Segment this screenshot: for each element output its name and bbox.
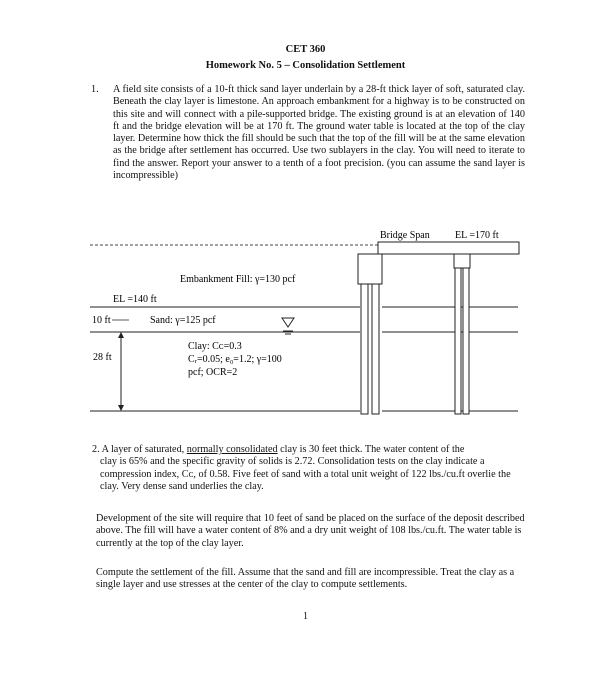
homework-title: Homework No. 5 – Consolidation Settlement [205,60,406,71]
pier-pile-right [463,268,469,414]
clay-dimension-arrow [118,332,124,411]
sand-label: Sand: γ=125 pcf [150,315,216,326]
pier-cap [454,254,470,268]
clay-thickness-label: 28 ft [93,352,112,363]
problem-1-number: 1. [91,84,99,95]
course-title: CET 360 [285,44,326,55]
clay-label-1: Clay: Cᴄ=0.3 [188,341,242,352]
bridge-elevation-label: EL =170 ft [455,230,499,241]
bridge-span-label: Bridge Span [380,230,430,241]
bridge-deck [378,242,519,254]
embankment-label: Embankment Fill: γ=130 pcf [180,274,296,285]
ground-elevation-label: EL =140 ft [113,294,157,305]
abutment-pile-left [361,284,368,414]
pier-pile-left [455,268,461,414]
problem-2-paragraph-2: Development of the site will require that 10 feet of sand be placed on the surface of the deposit described above. The fill will have a water content of 8% and a dry unit weight of 108 lbs./cu.ft. The water table is currently at the top of the clay layer. [96,513,525,549]
page-number: 1 [303,611,308,622]
abutment-cap [358,254,382,284]
problem-2-text: 2. A layer of saturated, normally consolidated clay is 30 feet thick. The water content of the clay is 65% and the specific gravity of solids is 2.72. Consolidation tests on the clay indicate a compression index, Cᴄ, of 0.58. Five feet of sand with a total unit weight of 122 lbs./cu.ft overlie the clay. Very dense sand underlies the clay. [92,444,511,492]
clay-label-2: Cᵣ=0.05; e₀=1.2; γ=100 [188,354,282,365]
problem-2-paragraph-3: Compute the settlement of the fill. Assume that the sand and fill are incompressible. Treat the clay as a single layer and use stresses at the center of the clay to compute settlements. [96,567,515,591]
sand-thickness-label: 10 ft [92,315,111,326]
clay-label-3: pcf; OCR=2 [188,367,238,378]
problem-1-text: A field site consists of a 10-ft thick sand layer underlain by a 28-ft thick layer of soft, saturated clay. Beneath the clay layer is limestone. An approach embankment for a highway is to be constructed on this site and will connect with a pile-supported bridge. The existing ground is at an elevation of 140 ft and the bridge elevation will be at 170 ft. The ground water table is located at the top of the clay layer. Determine how thick the fill should be such that the top of the fill will be at the same elevation as the bridge after settlement has occurred. Use two sublayers in the clay. You will need to iterate to find the answer. Report your answer to a tenth of a foot precision. (you can assume the sand layer is incompressible) [113,84,525,182]
abutment-pile-right [372,284,379,414]
normally-consolidated-underlined: normally consolidated [186,444,278,455]
